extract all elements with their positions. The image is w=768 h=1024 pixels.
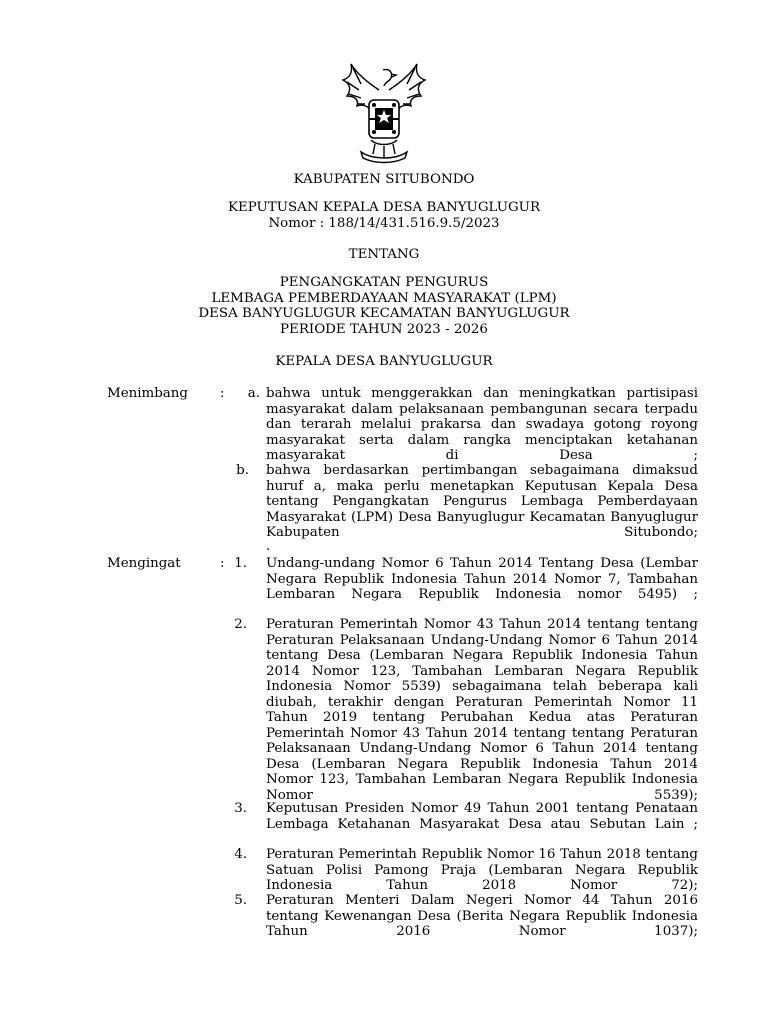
- decree-number: Nomor : 188/14/431.516.9.5/2023: [268, 215, 500, 231]
- menimbang-label: Menimbang: [107, 386, 188, 401]
- authority-title: KEPALA DESA BANYUGLUGUR: [275, 354, 493, 369]
- mengingat-item-text: Undang-undang Nomor 6 Tahun 2014 Tentang Desa (Lembar Negara Republik Indonesia Tahun 2014 Nomor 7, Tambahan Lembaran Negara Republik Indonesia nomor 5495) ;: [266, 556, 698, 602]
- mengingat-item-text: Peraturan Pemerintah Nomor 43 Tahun 2014 tentang tentang Peraturan Pelaksanaan Undang-Undang Nomor 6 Tahun 2014 tentang Desa (Lembaran Negara Republik Indonesia Tahun 2014 Nomor 123, Tambahan Lembaran Negara Republik Indonesia Nomor 5539) sebagaimana telah beberapa kali diubah, terakhir dengan Peraturan Pemerintah Nomor 11 Tahun 2019 tentang Perubahan Kedua atas Peraturan Pemerintah Nomor 43 Tahun 2014 tentang tentang Peraturan Pelaksanaan Undang-Undang Nomor 6 Tahun 2014 tentang Desa (Lembaran Negara Republik Indonesia Tahun 2014 Nomor 123, Tambahan Lembaran Negara Republik Indonesia Nomor 5539);: [266, 617, 698, 803]
- menimbang-item-marker: b.: [236, 463, 249, 478]
- mengingat-label: Mengingat: [107, 556, 181, 571]
- mengingat-item-marker: 4.: [234, 847, 247, 862]
- mengingat-item-text: Peraturan Pemerintah Republik Nomor 16 Tahun 2018 tentang Satuan Polisi Pamong Praja (Lembaran Negara Republik Indonesia Tahun 2018 Nomor 72);: [266, 847, 698, 893]
- decree-title: KEPUTUSAN KEPALA DESA BANYUGLUGUR: [227, 200, 541, 215]
- mengingat-colon: :: [220, 556, 225, 571]
- about-label: TENTANG: [348, 247, 420, 262]
- menimbang-colon: :: [220, 386, 225, 401]
- mengingat-item-marker: 5.: [234, 893, 247, 908]
- menimbang-item-text: bahwa untuk menggerakkan dan meningkatkan partisipasi masyarakat dalam pelaksanaan pembangunan secara terpadu dan terarah melalui prakarsa dan swadaya gotong royong masyarakat serta dalam rangka menciptakan ketahanan masyarakat di Desa ;: [266, 386, 698, 463]
- garuda-emblem-icon: [339, 60, 429, 166]
- subject-line: DESA BANYUGLUGUR KECAMATAN BANYUGLUGUR: [198, 306, 570, 321]
- mengingat-item-marker: 3.: [234, 801, 247, 816]
- subject-line: LEMBAGA PEMBERDAYAAN MASYARAKAT (LPM): [211, 290, 557, 306]
- subject-line: PENGANGKATAN PENGURUS: [279, 275, 489, 290]
- menimbang-item-text: bahwa berdasarkan pertimbangan sebagaimana dimaksud huruf a, maka perlu menetapkan Keputusan Kepala Desa tentang Pengangkatan Pengurus Lembaga Pemberdayaan Masyarakat (LPM) Desa Banyuglugur Kecamatan Banyuglugur Kabupaten Situbondo;: [266, 463, 698, 540]
- mengingat-item-text: Peraturan Menteri Dalam Negeri Nomor 44 Tahun 2016 tentang Kewenangan Desa (Berita Negara Republik Indonesia Tahun 2016 Nomor 1037);: [266, 893, 698, 939]
- mengingat-item-marker: 1.: [234, 556, 247, 571]
- subject-line: PERIODE TAHUN 2023 - 2026: [280, 321, 488, 337]
- mengingat-item-text: Keputusan Presiden Nomor 49 Tahun 2001 tentang Penataan Lembaga Ketahanan Masyarakat Desa atau Sebutan Lain ;: [266, 801, 698, 832]
- menimbang-trailing-dot: .: [266, 539, 271, 554]
- regency-title: KABUPATEN SITUBONDO: [293, 172, 475, 187]
- mengingat-item-marker: 2.: [234, 617, 247, 632]
- menimbang-item-marker: a.: [247, 386, 260, 401]
